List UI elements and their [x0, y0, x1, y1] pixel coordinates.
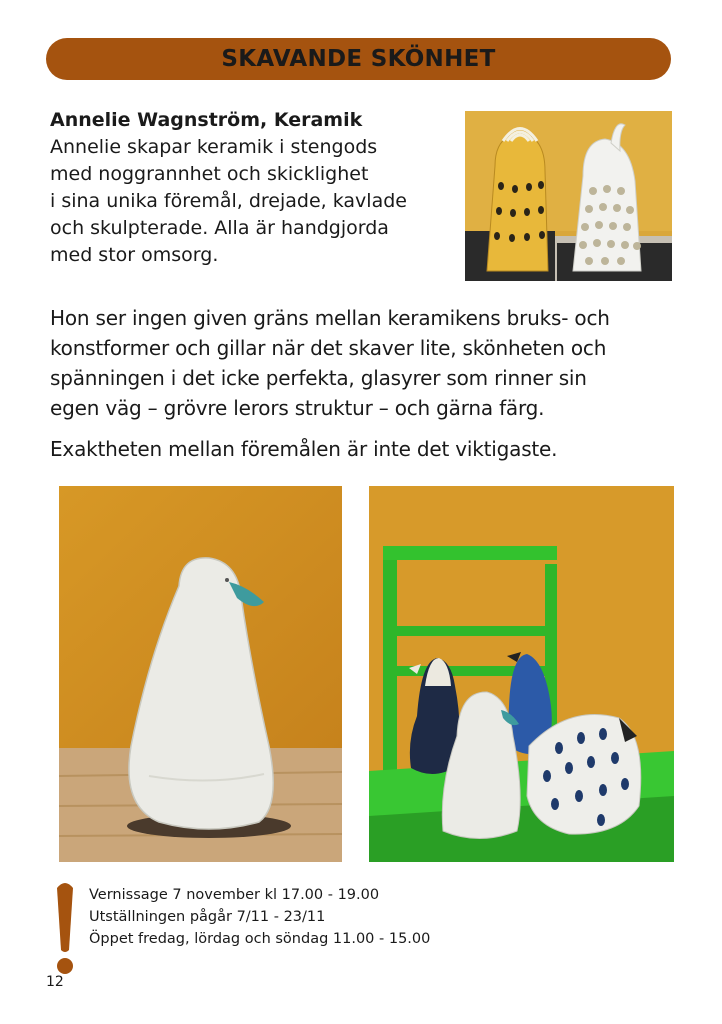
body-paragraph	[50, 303, 690, 423]
body-line: egen väg – grövre lerors struktur – och gärna färg.	[50, 396, 545, 420]
intro-line: i sina unika föremål, drejade, kavlade	[50, 190, 407, 212]
intro-section	[50, 107, 460, 269]
body-line: spänningen i det icke perfekta, glasyrer som rinner sin	[50, 366, 587, 390]
closing-sentence: Exaktheten mellan föremålen är inte det viktigaste.	[50, 437, 558, 461]
intro-line: med stor omsorg.	[50, 244, 219, 266]
page-title: SKAVANDE SKÖNHET	[221, 46, 496, 72]
intro-line: Annelie skapar keramik i stengods	[50, 136, 378, 158]
intro-line: med noggrannhet och skicklighet	[50, 163, 369, 185]
body-line: konstformer och gillar när det skaver lite, skönheten och	[50, 336, 607, 360]
page-number: 12	[46, 974, 64, 990]
exhibition-dates-line: Utställningen pågår 7/11 - 23/11	[89, 909, 326, 925]
body-line: Hon ser ingen given gräns mellan keramikens bruks- och	[50, 306, 610, 330]
opening-hours-line: Öppet fredag, lördag och söndag 11.00 - 15.00	[89, 931, 431, 947]
exclamation-icon	[54, 880, 76, 976]
photo-white-bird	[59, 486, 342, 862]
photo-birds-on-chair	[369, 486, 674, 862]
photo-lanterns	[465, 111, 672, 281]
exhibition-info	[54, 880, 431, 980]
vernissage-line: Vernissage 7 november kl 17.00 - 19.00	[89, 887, 380, 903]
artist-heading: Annelie Wagnström, Keramik	[50, 109, 363, 131]
intro-line: och skulpterade. Alla är handgjorda	[50, 217, 389, 239]
title-banner	[46, 38, 671, 80]
